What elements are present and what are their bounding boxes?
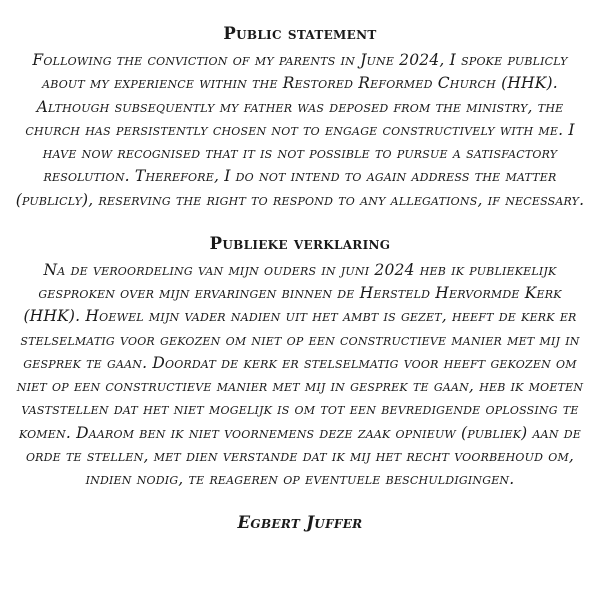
signature-name: Egbert Juffer	[237, 513, 363, 533]
english-statement-body: Following the conviction of my parents in June 2024, I spoke publicly about my experience within the Restored Reformed Church (HHK). Although subsequently my father was deposed from the ministry, the church has persistently chosen not to engage constructively with me. I have now recognised that it is not possible to pursue a satisfactory resolution. Therefore, I do not intend to again address the matter (publicly), reserving the right to respond to any allegations, if necessary.	[15, 51, 585, 209]
english-statement-heading: Public statement	[223, 24, 377, 43]
dutch-statement-body: Na de veroordeling van mijn ouders in juni 2024 heb ik publiekelijk gesproken over mijn ervaringen binnen de Hersteld Hervormde Kerk (HHK). Hoewel mijn vader nadien uit het ambt is gezet, heeft de kerk er stelselmatig voor gekozen om niet op een constructieve manier met mij in gesprek te gaan. Doordat de kerk er stelselmatig voor heeft gekozen om niet op een constructieve manier met mij in gesprek te gaan, heb ik moeten vaststellen dat het niet mogelijk is om tot een bevredigende oplossing te komen. Daarom ben ik niet voornemens deze zaak opnieuw (publiek) aan de orde te stellen, met dien verstande dat ik mij het recht voorbehoud om, indien nodig, te reageren op eventuele beschuldigingen.	[16, 260, 584, 488]
dutch-statement-heading: Publieke verklaring	[209, 233, 391, 253]
